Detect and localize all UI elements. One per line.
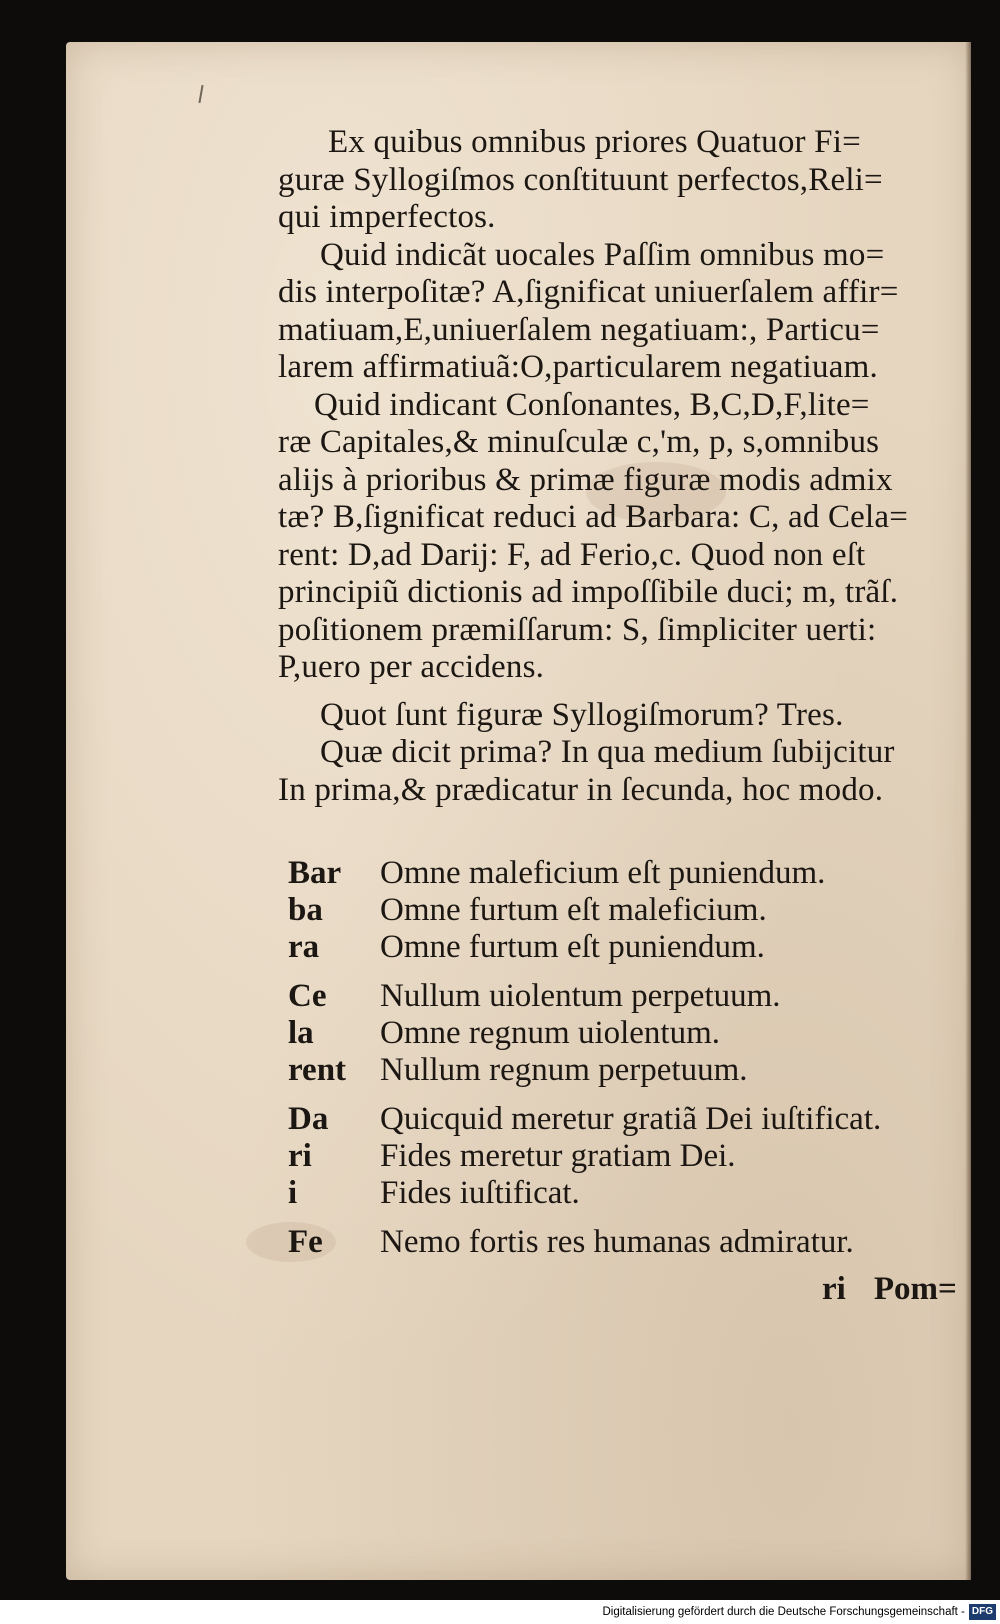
syllogism-line [288, 892, 948, 929]
syllogism-ferio [288, 1224, 948, 1261]
premise-text: Quicquid meretur gratiã Dei iuſtificat. [380, 1101, 882, 1137]
syllogism-line [288, 1138, 948, 1175]
paragraph-1 [278, 124, 968, 237]
syllogism-line [288, 1015, 948, 1052]
syllogism-line [288, 1224, 948, 1261]
mnemonic-syllable: i [288, 1175, 298, 1211]
text-line: Quot ſunt figuræ Syllogiſmorum? Tres. [320, 696, 844, 733]
text-line: ræ Capitales,& minuſculæ c,'m, p, s,omnibus [278, 424, 880, 460]
text-line: P,uero per accidens. [278, 649, 545, 685]
text-line: Ex quibus omnibus priores Quatuor Fi= [328, 124, 861, 160]
conclusion-text: Nullum regnum perpetuum. [380, 1052, 748, 1088]
signature-mark: ri [822, 1271, 846, 1307]
mnemonic-syllable: ri [288, 1138, 312, 1174]
catchword-text: Pom= [873, 1271, 957, 1307]
mnemonic-syllable: ra [288, 929, 320, 965]
syllogism-line [288, 1052, 948, 1089]
syllogism-barbara [288, 855, 948, 966]
mnemonic-syllable: la [288, 1015, 314, 1051]
premise-text: Omne furtum eſt maleficium. [380, 892, 767, 928]
premise-text: Fides meretur gratiam Dei. [380, 1138, 736, 1174]
syllogism-line [288, 855, 948, 892]
main-text [278, 124, 968, 809]
conclusion-text: Omne furtum eſt puniendum. [380, 929, 765, 965]
spacer [278, 687, 968, 697]
syllogism-celarent [288, 978, 948, 1089]
premise-text: Omne regnum uiolentum. [380, 1015, 721, 1051]
syllogism-darii [288, 1101, 948, 1212]
mnemonic-syllable: Da [288, 1101, 329, 1137]
digitization-footer [0, 1600, 1000, 1624]
paragraph-2 [278, 237, 968, 387]
catchword [822, 1271, 957, 1308]
mnemonic-syllable: ba [288, 892, 323, 928]
premise-text: Omne maleficium eſt puniendum. [380, 855, 826, 891]
text-line: Quid indicãt uocales Paſſim omnibus mo= [320, 236, 885, 273]
text-line: dis interpoſitæ? A,ſignificat uniuerſalem affir= [278, 274, 899, 310]
conclusion-text: Fides iuſtificat. [380, 1175, 580, 1211]
mnemonic-syllable: Fe [288, 1224, 323, 1260]
text-line: alijs à prioribus & primæ figuræ modis admix [278, 461, 893, 498]
syllogism-line [288, 929, 948, 966]
mnemonic-syllable: Bar [288, 855, 342, 891]
paragraph-3 [278, 387, 968, 687]
text-line: Quid indicant Conſonantes, B,C,D,F,lite= [314, 386, 870, 423]
syllogism-line [288, 1101, 948, 1138]
text-line: qui imperfectos. [278, 199, 496, 235]
syllogism-line [288, 978, 948, 1015]
text-line: In prima,& prædicatur in ſecunda, hoc modo. [278, 771, 884, 808]
text-line: guræ Syllogiſmos conſtituunt perfectos,Reli= [278, 161, 883, 198]
syllogism-examples [288, 855, 948, 1261]
text-line: matiuam,E,uniuerſalem negatiuam:, Particu= [278, 311, 880, 348]
text-line: poſitionem præmiſſarum: S, ſimpliciter uerti: [278, 611, 877, 648]
premise-text: Nullum uiolentum perpetuum. [380, 978, 781, 1014]
text-line: larem affirmatiuã:O,particularem negatiuam. [278, 349, 878, 385]
syllogism-line [288, 1175, 948, 1212]
text-line: Quæ dicit prima? In qua medium ſubijcitur [320, 734, 895, 770]
footer-text: Digitalisierung gefördert durch die Deutsche Forschungsgemeinschaft - [602, 1606, 965, 1618]
mnemonic-syllable: rent [288, 1052, 347, 1088]
text-line: tæ? B,ſignificat reduci ad Barbara: C, ad Cela= [278, 499, 909, 535]
premise-text: Nemo fortis res humanas admiratur. [380, 1224, 854, 1260]
mnemonic-syllable: Ce [288, 978, 327, 1014]
text-line: principiũ dictionis ad impoſſibile duci; m, trãſ. [278, 574, 899, 610]
text-line: rent: D,ad Darij: F, ad Ferio,c. Quod non eſt [278, 536, 866, 573]
dfg-logo: DFG [969, 1604, 996, 1620]
paragraph-4 [278, 697, 968, 810]
